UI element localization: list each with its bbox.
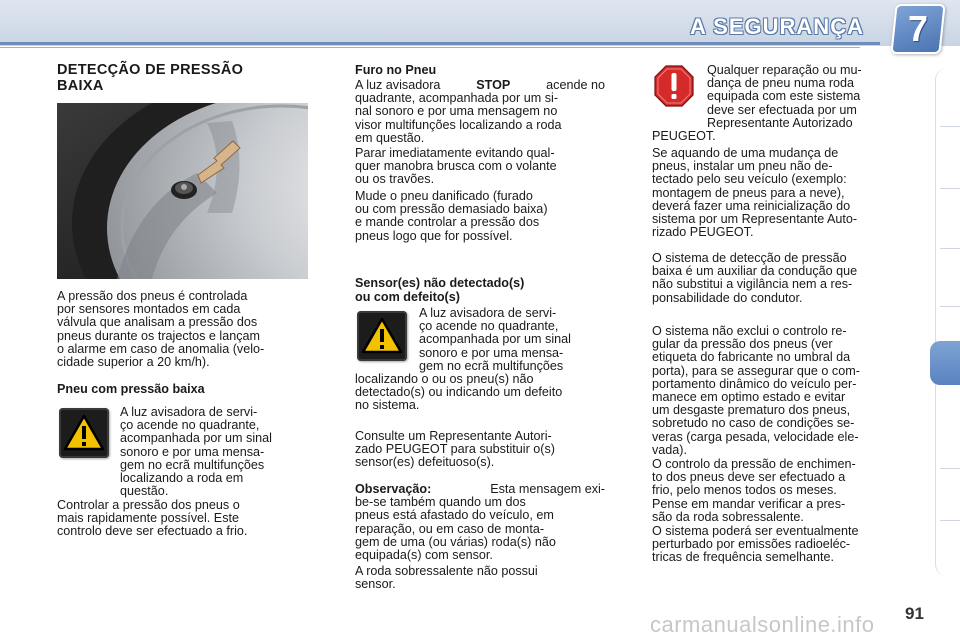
text-line: não substitui a vigilância nem a res- xyxy=(652,277,853,292)
text-line: vada). xyxy=(652,442,688,457)
low-pressure-heading: Pneu com pressão baixa xyxy=(57,382,205,396)
section-title-line: BAIXA xyxy=(57,78,104,94)
watermark: carmanualsonline.info xyxy=(650,612,875,637)
intro-paragraph xyxy=(57,290,308,369)
text-line: sonoro e por uma mensa- xyxy=(120,444,265,459)
text-line: Qualquer reparação ou mu- xyxy=(707,63,862,77)
text-line: cidade superior a 20 km/h). xyxy=(57,355,210,370)
text-line: to dos pneus deve ser efectuado a xyxy=(652,470,846,485)
text-line: pneus está afastado do veículo, em xyxy=(355,508,554,523)
note-paragraph xyxy=(355,483,605,562)
text-line: válvula que analisam a pressão dos xyxy=(57,315,258,330)
text-line: sonoro e por uma mensa- xyxy=(419,345,564,360)
text-line: etiqueta do fabricante no umbral da xyxy=(652,350,851,365)
text-line: veras (carga pesada, velocidade ele- xyxy=(652,429,859,444)
heading-line: Sensor(es) não detectado(s) xyxy=(355,276,525,290)
text-line: gular da pressão dos pneus (ver xyxy=(652,337,833,352)
tyre-change-paragraph xyxy=(652,147,903,239)
text-line: nal sonoro e por uma mensagem no xyxy=(355,104,558,119)
text-line: um desgaste prematuro dos pneus, xyxy=(652,403,851,418)
text-line: Parar imediatamente evitando qual- xyxy=(355,146,555,160)
text-line: A pressão dos pneus é controlada xyxy=(57,289,248,303)
edge-tab-divider xyxy=(940,248,960,249)
repair-text-indented xyxy=(707,64,903,130)
text-line: manece em optimo estado e evitar xyxy=(652,390,846,405)
header-rule-thin xyxy=(0,47,860,48)
page-number: 91 xyxy=(905,604,924,623)
text-line: questão. xyxy=(120,484,169,499)
text-line: equipada com este sistema xyxy=(707,89,861,104)
text-line: baixa é um auxiliar da condução que xyxy=(652,264,858,279)
repair-text-end: PEUGEOT. xyxy=(652,129,716,143)
puncture-paragraph xyxy=(355,79,605,145)
text-line: localizando a roda em xyxy=(120,471,244,486)
text-line: visor multifunções localizando a roda xyxy=(355,117,562,132)
text-line: o alarme em caso de anomalia (velo- xyxy=(57,341,265,356)
text-line: pneus, instalar um pneu não de- xyxy=(652,159,833,174)
puncture-heading: Furo no Pneu xyxy=(355,63,437,77)
text-line: ponsabilidade do condutor. xyxy=(652,290,803,305)
edge-tab-divider xyxy=(940,306,960,307)
text-line: no sistema. xyxy=(355,398,420,413)
text-line: quer manobra brusca com o volante xyxy=(355,159,557,174)
text-line: A roda sobressalente não possui xyxy=(355,564,538,578)
stop-label: STOP xyxy=(476,78,511,92)
service-warning-icon xyxy=(357,311,407,361)
text-line: e mande controlar a pressão dos xyxy=(355,215,540,230)
text-line: tricas de frequência semelhante. xyxy=(652,550,835,565)
text-line: ço acende no quadrante, xyxy=(419,319,559,334)
text-line: porta), para se assegurar que o com- xyxy=(652,363,860,378)
text-line: sistema por um Representante Auto- xyxy=(652,212,858,227)
text-line: são da roda sobressalente. xyxy=(652,509,804,524)
text-line: equipada(s) com sensor. xyxy=(355,548,493,563)
text-line: rizado PEUGEOT. xyxy=(652,225,754,240)
text-line: montagem de pneus para a neve), xyxy=(652,185,845,200)
driving-aid-paragraph xyxy=(652,252,903,305)
text-line: portamento dinâmico do veículo per- xyxy=(652,376,857,391)
text-line: mais rapidamente possível. Este xyxy=(57,511,239,526)
text-line: A luz avisadora de servi- xyxy=(419,306,557,320)
sensor-text-full xyxy=(355,373,605,413)
text-line: acompanhada por um sinal xyxy=(120,431,272,446)
stop-warning-icon xyxy=(653,64,695,108)
text-line: O sistema poderá ser eventualmente xyxy=(652,524,859,538)
text-line: Representante Autorizado xyxy=(707,115,853,130)
note-label: Observação: xyxy=(355,482,432,496)
edge-tab-active-chapter[interactable] xyxy=(930,341,960,385)
header-rule xyxy=(0,42,880,45)
text-line: Se aquando de uma mudança de xyxy=(652,146,839,160)
text-segment: A luz avisadora xyxy=(355,78,441,92)
warning-triangle-icon xyxy=(357,311,407,361)
text-line: O sistema não exclui o controlo re- xyxy=(652,324,847,338)
text-line: tectado pelo seu veículo (exemplo: xyxy=(652,172,847,187)
text-line: pneus durante os trajectos e lançam xyxy=(57,328,261,343)
sensor-heading xyxy=(355,277,524,304)
change-tyre-paragraph xyxy=(355,190,605,243)
text-line: Consulte um Representante Autori- xyxy=(355,429,552,443)
edge-tab-divider xyxy=(940,188,960,189)
text-segment: acende no xyxy=(546,78,605,92)
text-line: perturbado por emissões radioeléc- xyxy=(652,537,851,552)
text-line: em questão. xyxy=(355,130,425,145)
text-line: gem no ecrã multifunções xyxy=(419,358,564,373)
edge-tab-divider xyxy=(940,126,960,127)
edge-tab-divider xyxy=(940,468,960,469)
text-line: sensor(es) defeituoso(s). xyxy=(355,455,495,470)
text-line: por sensores montados em cada xyxy=(57,302,241,317)
text-line: deverá fazer uma reinicialização do xyxy=(652,198,851,213)
text-line: zado PEUGEOT para substituir o(s) xyxy=(355,442,555,457)
section-title xyxy=(57,62,243,94)
text-line: controlo deve ser efectuado a frio. xyxy=(57,524,248,539)
text-line: sensor. xyxy=(355,577,396,592)
valve-icon xyxy=(171,181,197,199)
tire-valve-sensor-image xyxy=(57,103,308,279)
text-line: gem no ecrã multifunções xyxy=(120,457,265,472)
edge-tab-divider xyxy=(940,520,960,521)
text-line: A luz avisadora de servi- xyxy=(120,405,258,419)
text-line: O controlo da pressão de enchimen- xyxy=(652,457,856,471)
stop-paragraph xyxy=(355,147,605,187)
section-title-line: DETECÇÃO DE PRESSÃO xyxy=(57,62,244,78)
heading-line: ou com defeito(s) xyxy=(355,289,460,304)
text-line: ou com pressão demasiado baixa) xyxy=(355,202,548,217)
text-line: frio, pelo menos todos os meses. xyxy=(652,483,837,498)
sensor-text-indented xyxy=(419,307,605,373)
text-line: Mude o pneu danificado (furado xyxy=(355,189,533,203)
low-pressure-text xyxy=(120,406,308,498)
text-line: quadrante, acompanhada por um si- xyxy=(355,91,559,106)
interference-paragraph xyxy=(652,525,903,565)
text-line: localizando o ou os pneu(s) não xyxy=(355,372,534,386)
stop-exclamation-icon xyxy=(653,64,695,108)
text-line: acompanhada por um sinal xyxy=(419,332,571,347)
text-line: deve ser efectuada por um xyxy=(707,102,857,117)
text-line: Controlar a pressão dos pneus o xyxy=(57,498,240,512)
text-line: sobretudo no caso de condições se- xyxy=(652,416,855,431)
tire-valve-illustration xyxy=(57,103,308,279)
text-line: be-se também quando um dos xyxy=(355,495,526,510)
chapter-edge-tabs xyxy=(935,68,960,576)
low-pressure-action xyxy=(57,499,308,539)
spare-wheel-paragraph xyxy=(355,565,605,591)
text-line: Pense em mandar verificar a pres- xyxy=(652,496,846,511)
text-line: ou os travões. xyxy=(355,172,435,187)
text-line: ço acende no quadrante, xyxy=(120,418,260,433)
inflation-paragraph xyxy=(652,458,903,524)
text-line: gem de uma (ou várias) roda(s) não xyxy=(355,534,556,549)
service-warning-icon xyxy=(59,408,109,458)
chapter-number: 7 xyxy=(907,8,929,49)
text-segment: Esta mensagem exi- xyxy=(490,482,605,496)
text-line: O sistema de detecção de pressão xyxy=(652,251,847,265)
warning-triangle-icon xyxy=(59,408,109,458)
consult-paragraph xyxy=(355,430,605,470)
text-line: detectado(s) ou indicando um defeito xyxy=(355,385,563,400)
text-line: reparação, ou em caso de monta- xyxy=(355,521,545,536)
text-line: dança de pneu numa roda xyxy=(707,76,855,91)
text-line: pneus logo que for possível. xyxy=(355,228,513,243)
chapter-number-badge xyxy=(890,4,945,54)
chapter-title: A SEGURANÇA xyxy=(690,14,864,39)
pressure-control-paragraph xyxy=(652,325,903,457)
